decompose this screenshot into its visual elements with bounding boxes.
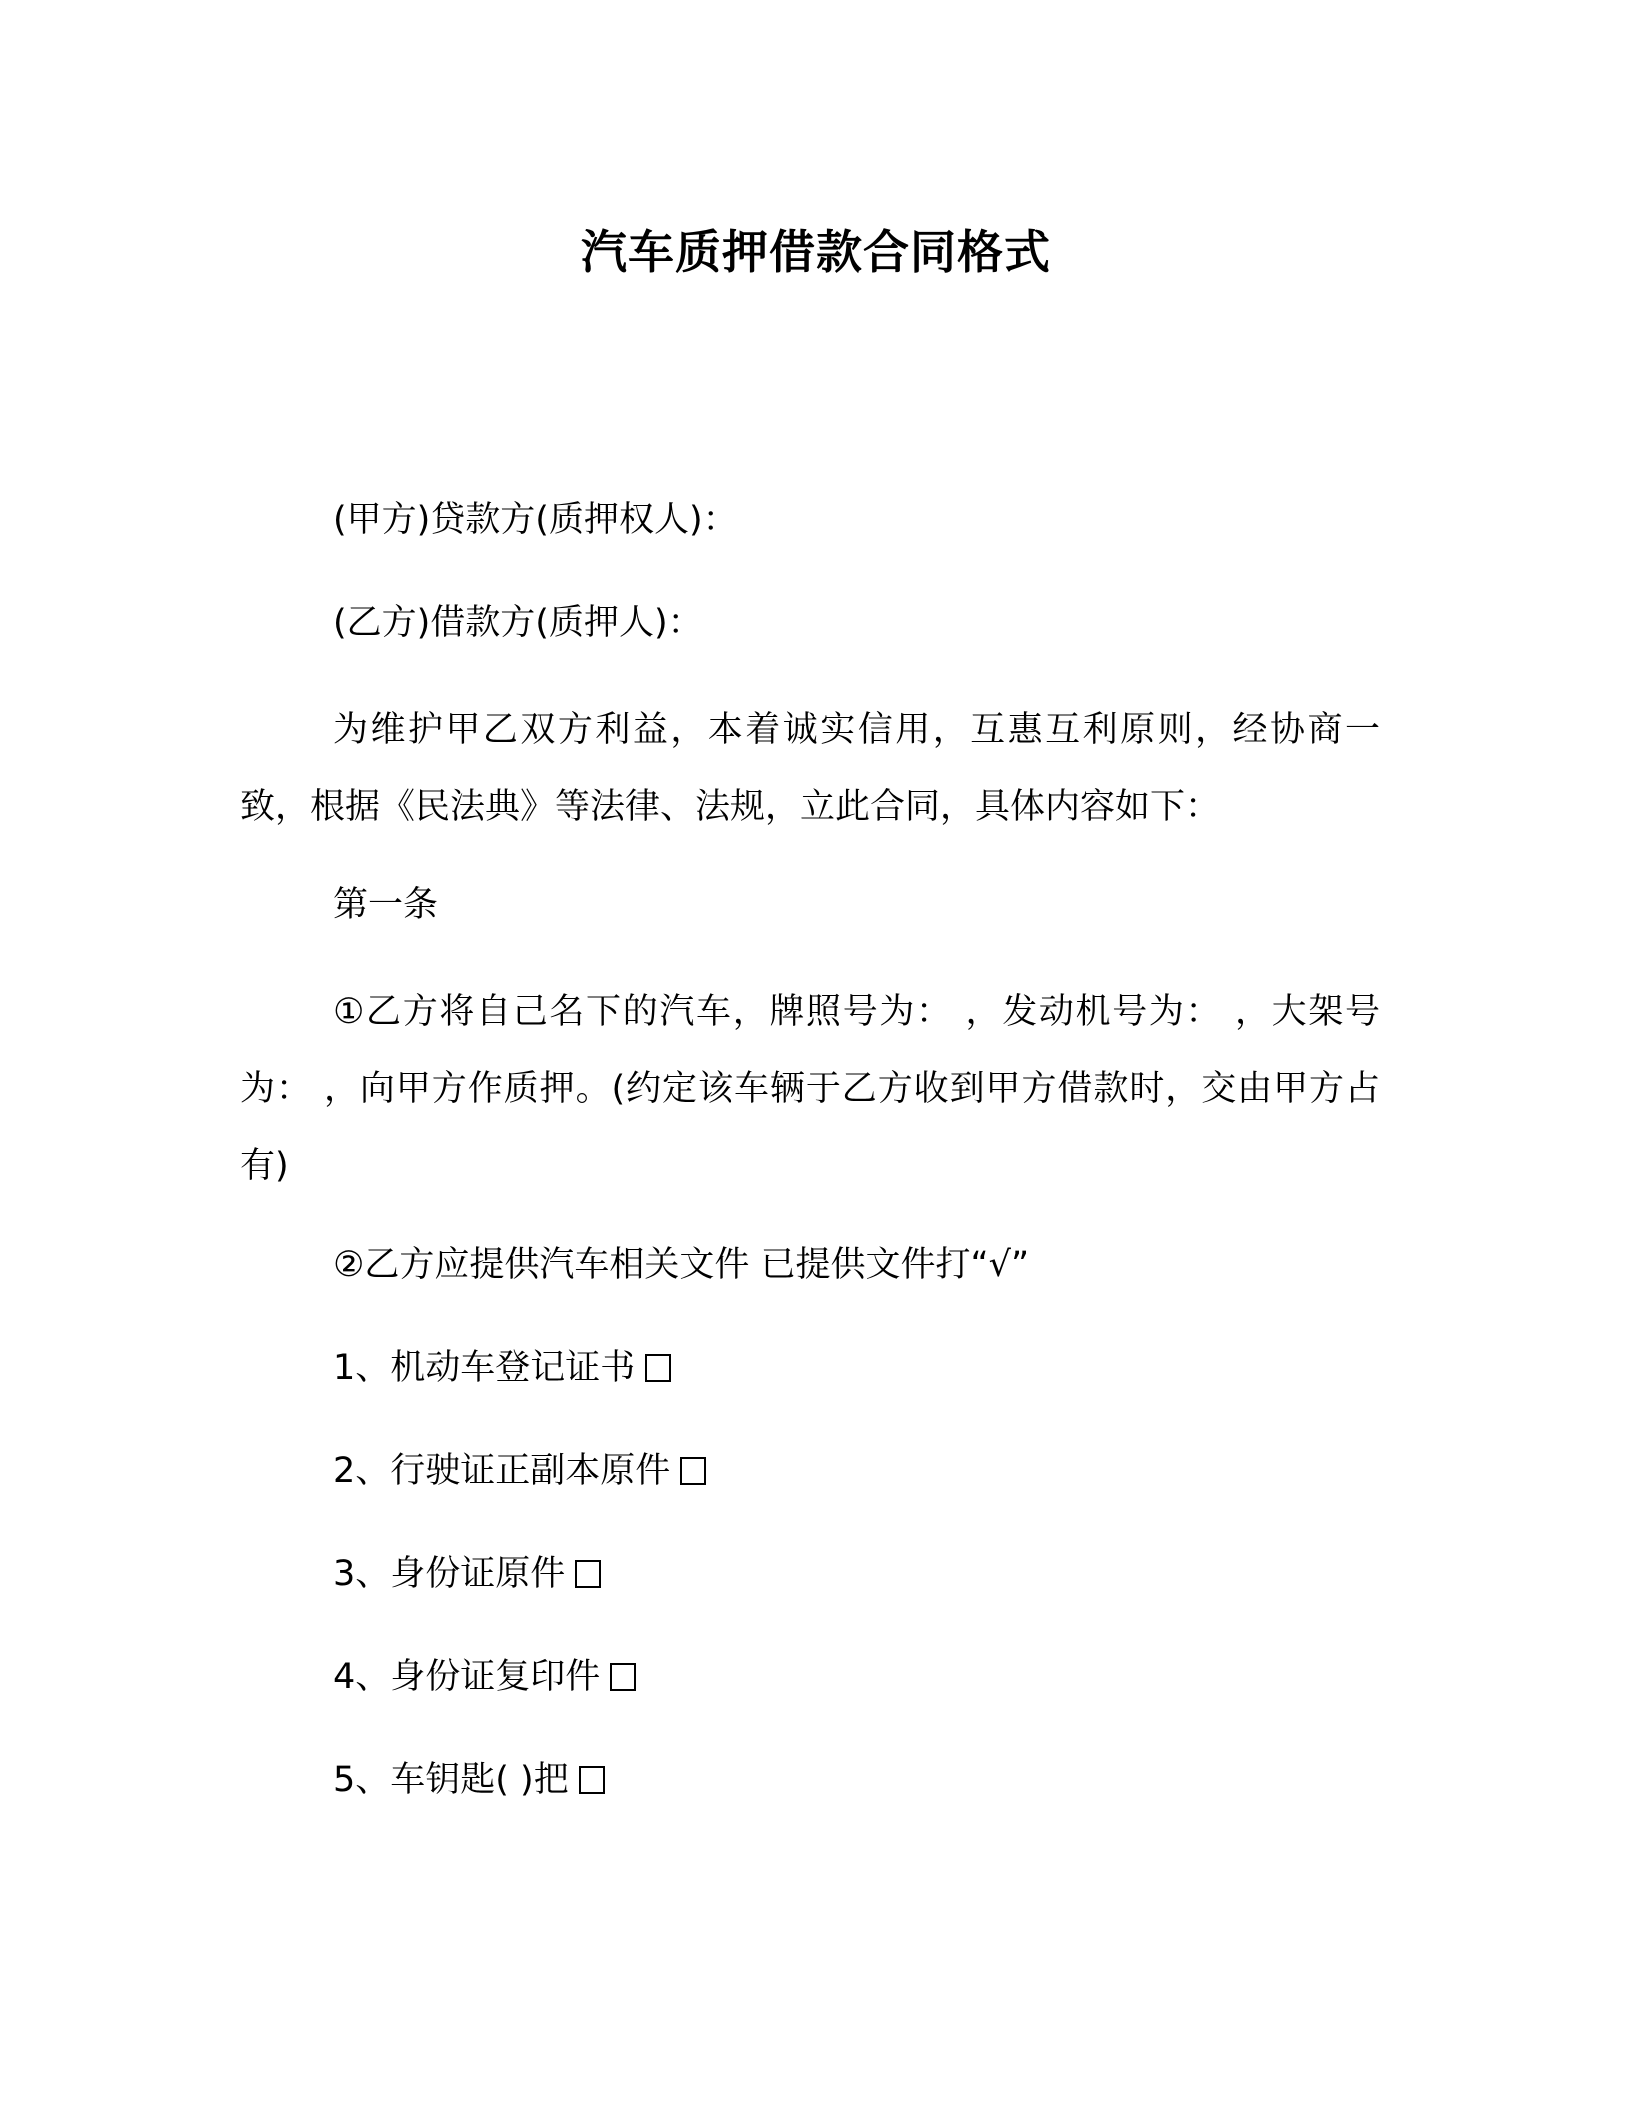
- clause-2-paragraph: ②乙方应提供汽车相关文件 已提供文件打“√”: [333, 1245, 1030, 1285]
- document-item: [333, 1446, 706, 1496]
- checkbox[interactable]: [575, 1560, 601, 1588]
- party-b-line: (乙方)借款方(质押人)：: [333, 603, 703, 643]
- clause-1-paragraph: ①乙方将自己名下的汽车，牌照号为： ，发动机号为： ，大架号为： ，向甲方作质押。(约定该车辆于乙方收到甲方借款时，交由甲方占有): [240, 992, 1380, 1186]
- preamble-paragraph: 为维护甲乙双方利益，本着诚实信用，互惠互利原则，经协商一致，根据《民法典》等法律、法规，立此合同，具体内容如下：: [240, 710, 1380, 827]
- checkbox[interactable]: [645, 1354, 671, 1382]
- checkbox[interactable]: [610, 1663, 636, 1691]
- document-item-label: 5、车钥匙( )把: [333, 1760, 569, 1800]
- checkbox[interactable]: [579, 1766, 605, 1794]
- document-item-label: 4、身份证复印件: [333, 1657, 601, 1697]
- document-title: 汽车质押借款合同格式: [581, 225, 1051, 279]
- document-item: [333, 1755, 605, 1805]
- document-item-label: 3、身份证原件: [333, 1554, 566, 1594]
- document-item-label: 2、行驶证正副本原件: [333, 1451, 671, 1491]
- checkbox[interactable]: [680, 1457, 706, 1485]
- document-item-label: 1、机动车登记证书: [333, 1348, 636, 1388]
- party-a-line: (甲方)贷款方(质押权人)：: [333, 500, 738, 540]
- document-item: [333, 1549, 601, 1599]
- article-heading: 第一条: [333, 885, 439, 925]
- document-item: [333, 1652, 636, 1702]
- document-item: [333, 1343, 671, 1393]
